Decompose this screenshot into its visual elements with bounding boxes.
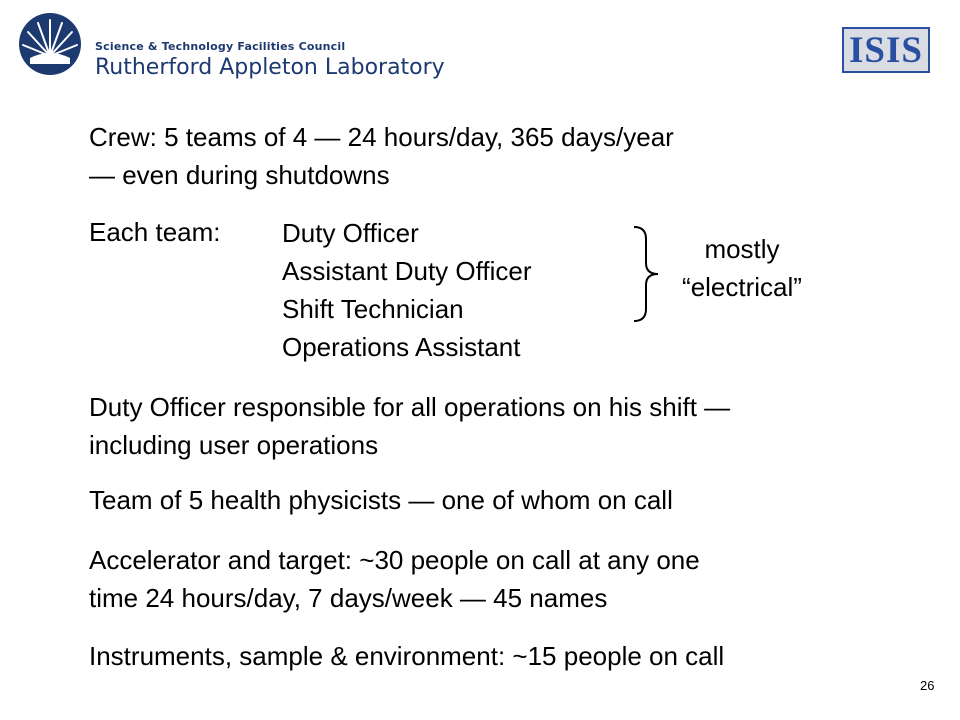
stfc-sunburst-logo-icon: [18, 12, 82, 76]
note-line-2: “electrical”: [682, 272, 802, 302]
electrical-note: [662, 230, 822, 306]
health-physicists-line: Team of 5 health physicists — one of whom on call: [89, 485, 673, 515]
isis-logo: ISIS: [842, 27, 930, 73]
accelerator-line-2: time 24 hours/day, 7 days/week — 45 names: [89, 583, 608, 613]
org-line-1: Science & Technology Facilities Council: [95, 40, 346, 53]
accelerator-line-1: Accelerator and target: ~30 people on call at any one: [89, 545, 700, 575]
role-item: Operations Assistant: [282, 332, 521, 362]
team-roles-list: [282, 214, 532, 366]
page-number: 26: [920, 678, 935, 693]
org-line-2: Rutherford Appleton Laboratory: [95, 55, 445, 80]
duty-line-1: Duty Officer responsible for all operations on his shift —: [89, 392, 731, 422]
organisation-name: [95, 40, 445, 80]
crew-line-2: — even during shutdowns: [89, 160, 390, 190]
instruments-line: Instruments, sample & environment: ~15 people on call: [89, 641, 725, 671]
team-label: Each team:: [89, 217, 221, 247]
note-line-1: mostly: [704, 234, 780, 264]
role-item: Duty Officer: [282, 218, 419, 248]
curly-brace-icon: [630, 225, 660, 323]
role-item: Shift Technician: [282, 294, 464, 324]
crew-line-1: Crew: 5 teams of 4 — 24 hours/day, 365 days/year: [89, 122, 674, 152]
role-item: Assistant Duty Officer: [282, 256, 532, 286]
duty-line-2: including user operations: [89, 430, 379, 460]
